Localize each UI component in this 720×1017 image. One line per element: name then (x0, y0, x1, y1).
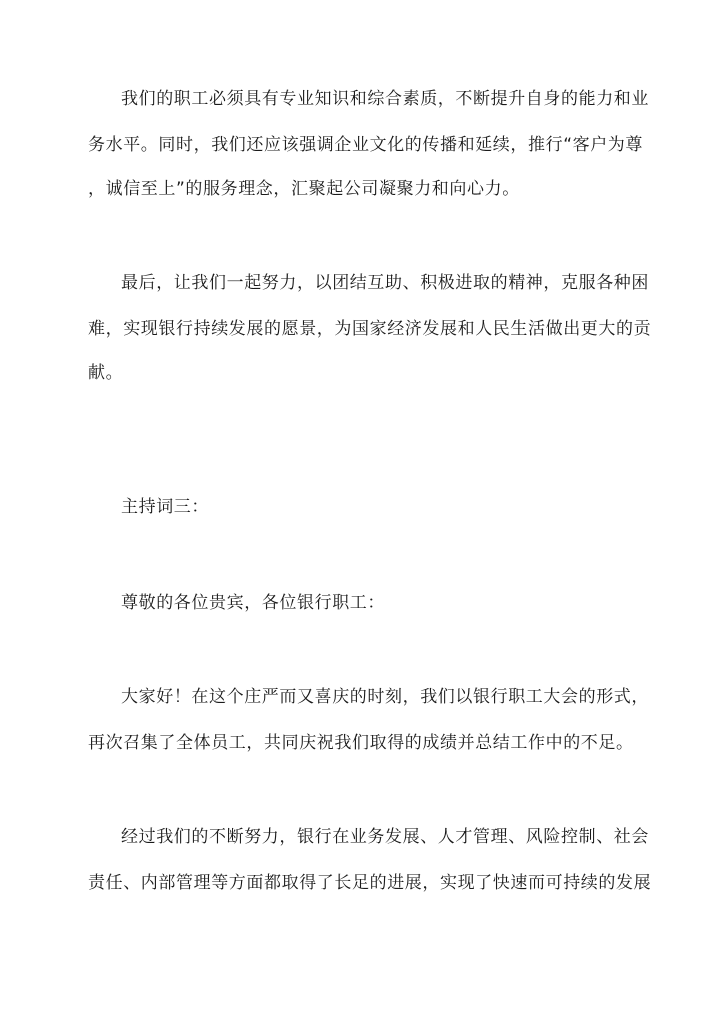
paragraph-6-line-1: 经过我们的不断努力，银行在业务发展、人才管理、风险控制、社会 (121, 827, 649, 847)
paragraph-1-line-1: 我们的职工必须具有专业知识和综合素质，不断提升自身的能力和业 (121, 89, 649, 109)
paragraph-1-line-3: ，诚信至上”的服务理念，汇聚起公司凝聚力和向心力。 (88, 179, 520, 199)
section-heading: 主持词三： (121, 497, 209, 517)
paragraph-5-line-2: 再次召集了全体员工，共同庆祝我们取得的成绩并总结工作中的不足。 (88, 733, 634, 753)
paragraph-2-line-3: 献。 (88, 363, 124, 383)
paragraph-2-line-1: 最后，让我们一起努力，以团结互助、积极进取的精神，克服各种困 (121, 273, 649, 293)
paragraph-1-line-2: 务水平。同时，我们还应该强调企业文化的传播和延续，推行“客户为尊 (88, 135, 644, 155)
salutation-line: 尊敬的各位贵宾，各位银行职工： (121, 593, 385, 613)
paragraph-6-line-2: 责任、内部管理等方面都取得了长足的进展，实现了快速而可持续的发展 (88, 873, 652, 893)
paragraph-5-line-1: 大家好！在这个庄严而又喜庆的时刻，我们以银行职工大会的形式， (121, 687, 649, 707)
paragraph-2-line-2: 难，实现银行持续发展的愿景，为国家经济发展和人民生活做出更大的贡 (88, 319, 652, 339)
